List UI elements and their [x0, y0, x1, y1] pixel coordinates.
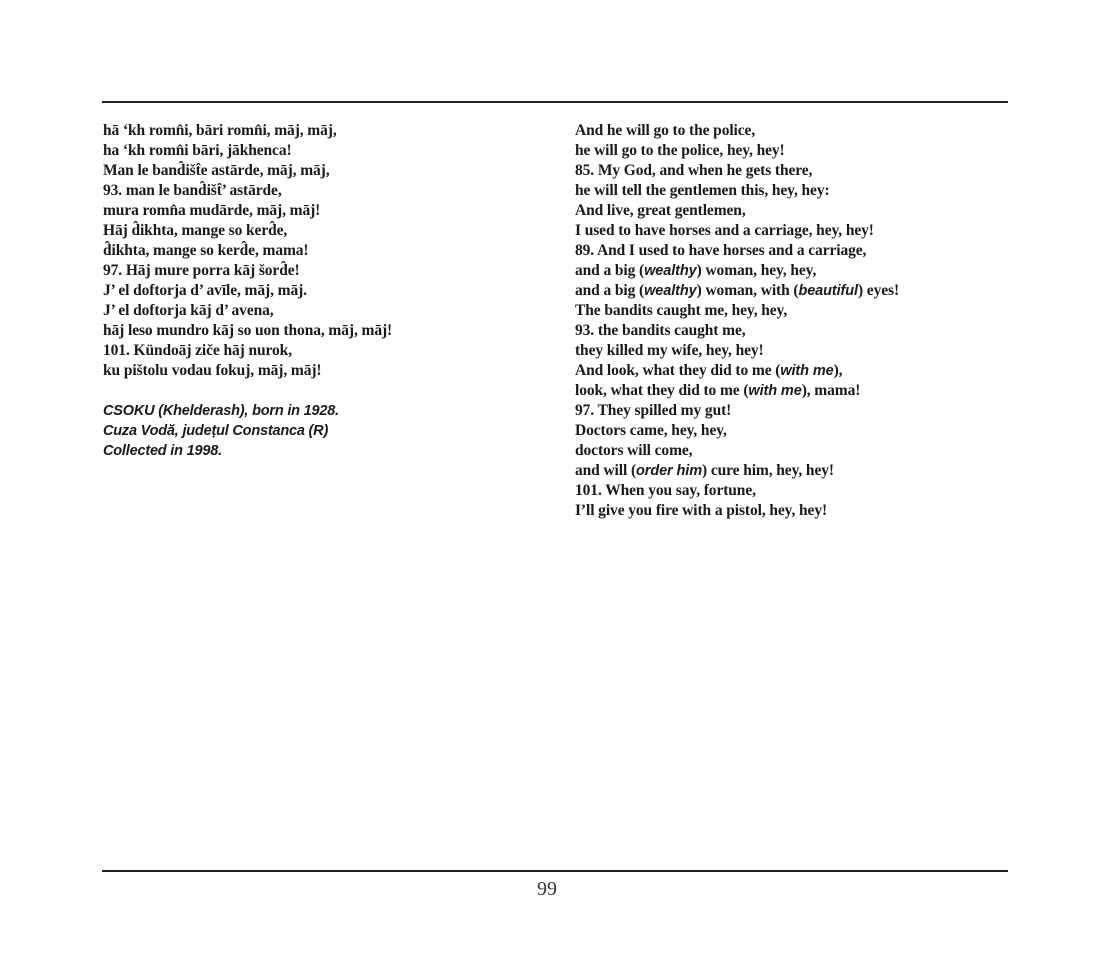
verse-line: J’ el doftorja kāj d’ avena,: [103, 302, 274, 319]
translation-line: And he will go to the police,: [575, 122, 756, 139]
line-text: and a big (: [575, 262, 645, 279]
translation-line: [575, 281, 995, 301]
translation-line: [575, 461, 995, 481]
translation-line: [575, 361, 995, 381]
source-attribution: [103, 401, 543, 461]
translation-line: 93. the bandits caught me,: [575, 322, 746, 339]
verse-line: Hāj d̂ikhta, mange so kerd̂e,: [103, 222, 288, 239]
line-text: ) eyes!: [857, 282, 900, 299]
translation-line: And live, great gentlemen,: [575, 202, 746, 219]
line-text: ) cure him, hey, hey!: [702, 462, 834, 479]
verse-line: Man le band̂išt̂e astārde, māj, māj,: [103, 162, 330, 179]
verse-line: hāj leso mundro kāj so uon thona, māj, māj!: [103, 322, 393, 339]
line-text: ), mama!: [801, 382, 861, 399]
bottom-rule: [102, 870, 1008, 872]
romani-verse: [103, 121, 543, 381]
verse-line: 101. Kündoāj zičе hāj nurok,: [103, 342, 292, 359]
italic-gloss: wealthy: [644, 263, 697, 279]
source-line: Cuza Vodă, județul Constanca (R): [103, 423, 329, 439]
line-text: and will (: [575, 462, 637, 479]
translation-line: he will go to the police, hey, hey!: [575, 142, 785, 159]
translation-line: he will tell the gentlemen this, hey, hey:: [575, 182, 830, 199]
translation-line: I used to have horses and a carriage, hey, hey!: [575, 222, 874, 239]
line-text: look, what they did to me (: [575, 382, 749, 399]
source-line: CSOKU (Khelderash), born in 1928.: [103, 403, 339, 419]
line-text: And look, what they did to me (: [575, 362, 781, 379]
italic-gloss: with me: [780, 363, 834, 379]
translation-line: they killed my wife, hey, hey!: [575, 342, 764, 359]
verse-line: mura romn̂a mudārde, māj, māj!: [103, 202, 321, 219]
translation-line: Doctors came, hey, hey,: [575, 422, 727, 439]
italic-gloss: with me: [748, 383, 802, 399]
verse-line: ku pištolu vodau fokuj, māj, māj!: [103, 362, 322, 379]
verse-line: hā ‘kh romn̂i, bāri romn̂i, māj, māj,: [103, 122, 337, 139]
italic-gloss: wealthy: [644, 283, 697, 299]
verse-line: d̂ikhta, mange so kerd̂e, mama!: [103, 242, 309, 259]
line-text: ),: [833, 362, 843, 379]
verse-line: 97. Hāj mure porra kāj šord̂e!: [103, 262, 300, 279]
source-line: Collected in 1998.: [103, 443, 222, 459]
line-text: and a big (: [575, 282, 645, 299]
verse-line: ha ‘kh romn̂i bāri, jākhenca!: [103, 142, 292, 159]
verse-line: J’ el doftorja d’ avīle, māj, māj.: [103, 282, 307, 299]
translation-line: I’ll give you fire with a pistol, hey, hey!: [575, 502, 828, 519]
translation-line: [575, 261, 995, 281]
translation-line: 101. When you say, fortune,: [575, 482, 756, 499]
translation-line: 85. My God, and when he gets there,: [575, 162, 813, 179]
line-text: ) woman, hey, hey,: [696, 262, 817, 279]
italic-gloss: order him: [636, 463, 702, 479]
line-text: ) woman, with (: [696, 282, 799, 299]
translation-line: doctors will come,: [575, 442, 693, 459]
translation-line: 89. And I used to have horses and a carriage,: [575, 242, 867, 259]
top-rule: [102, 101, 1008, 103]
italic-gloss: beautiful: [798, 283, 858, 299]
right-column-english-translation: [575, 121, 995, 521]
page-number: 99: [537, 878, 557, 900]
left-column-romani-text: [103, 121, 543, 461]
translation-line: The bandits caught me, hey, hey,: [575, 302, 788, 319]
translation-line: 97. They spilled my gut!: [575, 402, 732, 419]
verse-line: 93. man le band̂išt̂’ astārde,: [103, 182, 282, 199]
translation-line: [575, 381, 995, 401]
